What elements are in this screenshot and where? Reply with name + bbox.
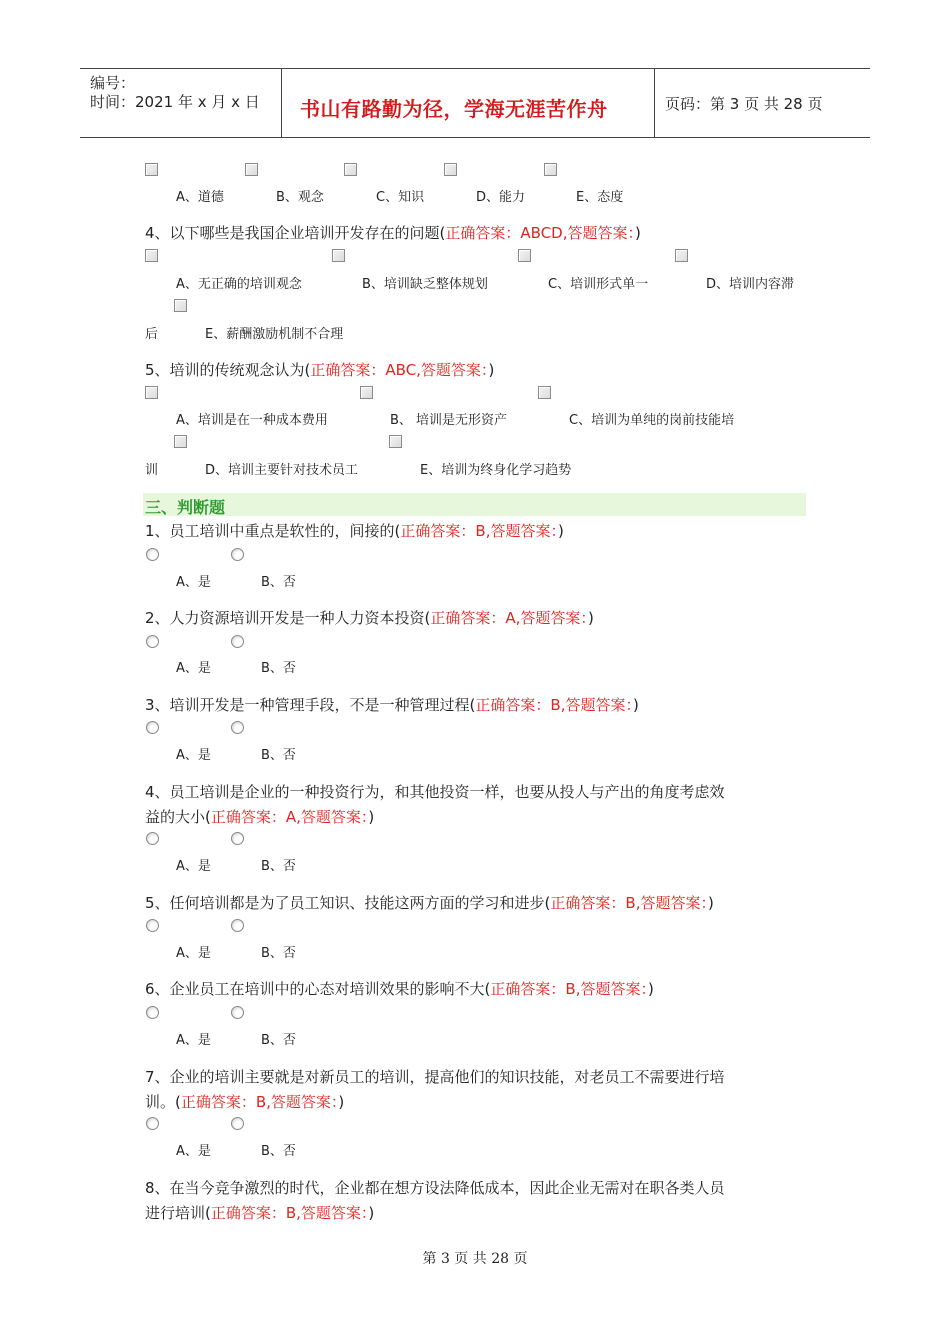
page-info: 页码：第 3 页 共 28 页 <box>665 95 823 113</box>
radio-tf4-no[interactable] <box>231 832 244 845</box>
radio-tf6-yes[interactable] <box>146 1006 159 1019</box>
q3-option-d: D、能力 <box>476 190 526 205</box>
q4-option-a: A、无正确的培训观念 <box>176 277 302 292</box>
tf-question-8-cont: 进行培训(正确答案：B,答题答案：) <box>145 1204 375 1222</box>
checkbox-q5-d[interactable] <box>174 435 187 448</box>
radio-tf1-no[interactable] <box>231 548 244 561</box>
tf-question-7: 7、企业的培训主要就是对新员工的培训，提高他们的知识技能，对老员工不需要进行培 <box>145 1068 725 1086</box>
tf-question-4-cont: 益的大小(正确答案：A,答题答案：) <box>145 808 375 826</box>
q5-option-c: C、培训为单纯的岗前技能培 <box>569 413 735 428</box>
section-heading <box>143 493 806 516</box>
tf-question-4: 4、员工培训是企业的一种投资行为，和其他投资一样，也要从投人与产出的角度考虑效 <box>145 783 725 801</box>
motto: 书山有路勤为径，学海无涯苦作舟 <box>300 97 608 121</box>
radio-tf5-no[interactable] <box>231 919 244 932</box>
page-footer: 第 3 页 共 28 页 <box>422 1251 528 1267</box>
checkbox-q4-c[interactable] <box>518 249 531 262</box>
answer-tf8: 正确答案：B,答题答案： <box>210 1204 369 1222</box>
tf7-option-yes: A、是 <box>176 1144 211 1159</box>
q4-option-d-wrap: 后 <box>145 327 159 342</box>
checkbox-q4-a[interactable] <box>145 249 158 262</box>
checkbox-q5-b[interactable] <box>360 386 373 399</box>
checkbox-q5-a[interactable] <box>145 386 158 399</box>
tf1-option-no: B、否 <box>261 575 296 590</box>
checkbox-q5-e[interactable] <box>389 435 402 448</box>
tf4-option-no: B、否 <box>261 859 296 874</box>
answer-tf5: 正确答案：B,答题答案： <box>550 894 708 912</box>
radio-tf6-no[interactable] <box>231 1006 244 1019</box>
tf5-option-no: B、否 <box>261 946 296 961</box>
answer-tf1: 正确答案：B,答题答案： <box>400 522 558 540</box>
q5-option-d: D、培训主要针对技术员工 <box>205 463 359 478</box>
tf6-option-yes: A、是 <box>176 1033 211 1048</box>
q5-option-a: A、培训是在一种成本费用 <box>176 413 328 428</box>
header-meta-cell <box>80 69 282 137</box>
checkbox-q4-d[interactable] <box>675 249 688 262</box>
radio-tf7-no[interactable] <box>231 1117 244 1130</box>
tf-question-2: 2、人力资源培训开发是一种人力资本投资(正确答案：A,答题答案：) <box>145 609 594 627</box>
radio-tf3-yes[interactable] <box>146 721 159 734</box>
q3-option-c: C、知识 <box>376 190 425 205</box>
tf-question-5: 5、任何培训都是为了员工知识、技能这两方面的学习和进步(正确答案：B,答题答案：) <box>145 894 714 912</box>
tf7-option-no: B、否 <box>261 1144 296 1159</box>
tf2-option-no: B、否 <box>261 661 296 676</box>
q3-option-e: E、态度 <box>576 190 624 205</box>
radio-tf3-no[interactable] <box>231 721 244 734</box>
tf6-option-no: B、否 <box>261 1033 296 1048</box>
tf-question-1: 1、员工培训中重点是软性的，间接的(正确答案：B,答题答案：) <box>145 522 564 540</box>
q5-option-b: B、 培训是无形资产 <box>390 413 508 428</box>
answer-tf4: 正确答案：A,答题答案： <box>210 808 369 826</box>
header-motto-cell <box>282 69 655 137</box>
checkbox-q4-e[interactable] <box>174 299 187 312</box>
radio-tf2-yes[interactable] <box>146 635 159 648</box>
checkbox-q3-b[interactable] <box>245 163 258 176</box>
tf-question-3: 3、培训开发是一种管理手段，不是一种管理过程(正确答案：B,答题答案：) <box>145 696 639 714</box>
question-4: 4、以下哪些是我国企业培训开发存在的问题(正确答案：ABCD,答题答案：) <box>145 224 641 242</box>
answer-tf6: 正确答案：B,答题答案： <box>490 980 648 998</box>
q3-option-b: B、观念 <box>276 190 324 205</box>
question-5: 5、培训的传统观念认为(正确答案：ABC,答题答案：) <box>145 361 495 379</box>
number-label: 编号： <box>90 74 136 92</box>
q4-option-c: C、培训形式单一 <box>548 277 649 292</box>
tf1-option-yes: A、是 <box>176 575 211 590</box>
q4-option-e: E、薪酬激励机制不合理 <box>205 327 344 342</box>
tf2-option-yes: A、是 <box>176 661 211 676</box>
section-title: 三、判断题 <box>145 498 226 517</box>
answer-q4: 正确答案：ABCD,答题答案： <box>445 224 635 242</box>
radio-tf7-yes[interactable] <box>146 1117 159 1130</box>
tf-question-6: 6、企业员工在培训中的心态对培训效果的影响不大(正确答案：B,答题答案：) <box>145 980 654 998</box>
answer-tf7: 正确答案：B,答题答案： <box>180 1093 339 1111</box>
answer-tf3: 正确答案：B,答题答案： <box>475 696 633 714</box>
answer-q5: 正确答案：ABC,答题答案： <box>310 361 489 379</box>
checkbox-q5-c[interactable] <box>538 386 551 399</box>
answer-tf2: 正确答案：A,答题答案： <box>430 609 588 627</box>
header-page-cell <box>655 69 870 137</box>
checkbox-q3-e[interactable] <box>544 163 557 176</box>
checkbox-q3-d[interactable] <box>444 163 457 176</box>
tf3-option-yes: A、是 <box>176 748 211 763</box>
q5-option-e: E、培训为终身化学习趋势 <box>420 463 572 478</box>
radio-tf4-yes[interactable] <box>146 832 159 845</box>
tf4-option-yes: A、是 <box>176 859 211 874</box>
tf5-option-yes: A、是 <box>176 946 211 961</box>
radio-tf5-yes[interactable] <box>146 919 159 932</box>
radio-tf2-no[interactable] <box>231 635 244 648</box>
radio-tf1-yes[interactable] <box>146 548 159 561</box>
q5-option-c-wrap: 训 <box>145 463 159 478</box>
tf3-option-no: B、否 <box>261 748 296 763</box>
page-header <box>80 68 870 138</box>
time-label: 时间：2021 年 x 月 x 日 <box>90 93 260 111</box>
checkbox-q3-a[interactable] <box>145 163 158 176</box>
q4-option-b: B、培训缺乏整体规划 <box>362 277 488 292</box>
checkbox-q4-b[interactable] <box>332 249 345 262</box>
tf-question-8: 8、在当今竞争激烈的时代，企业都在想方设法降低成本，因此企业无需对在职各类人员 <box>145 1179 725 1197</box>
q3-option-a: A、道德 <box>176 190 224 205</box>
q4-option-d: D、培训内容滞 <box>706 277 795 292</box>
checkbox-q3-c[interactable] <box>344 163 357 176</box>
tf-question-7-cont: 训。(正确答案：B,答题答案：) <box>145 1093 345 1111</box>
